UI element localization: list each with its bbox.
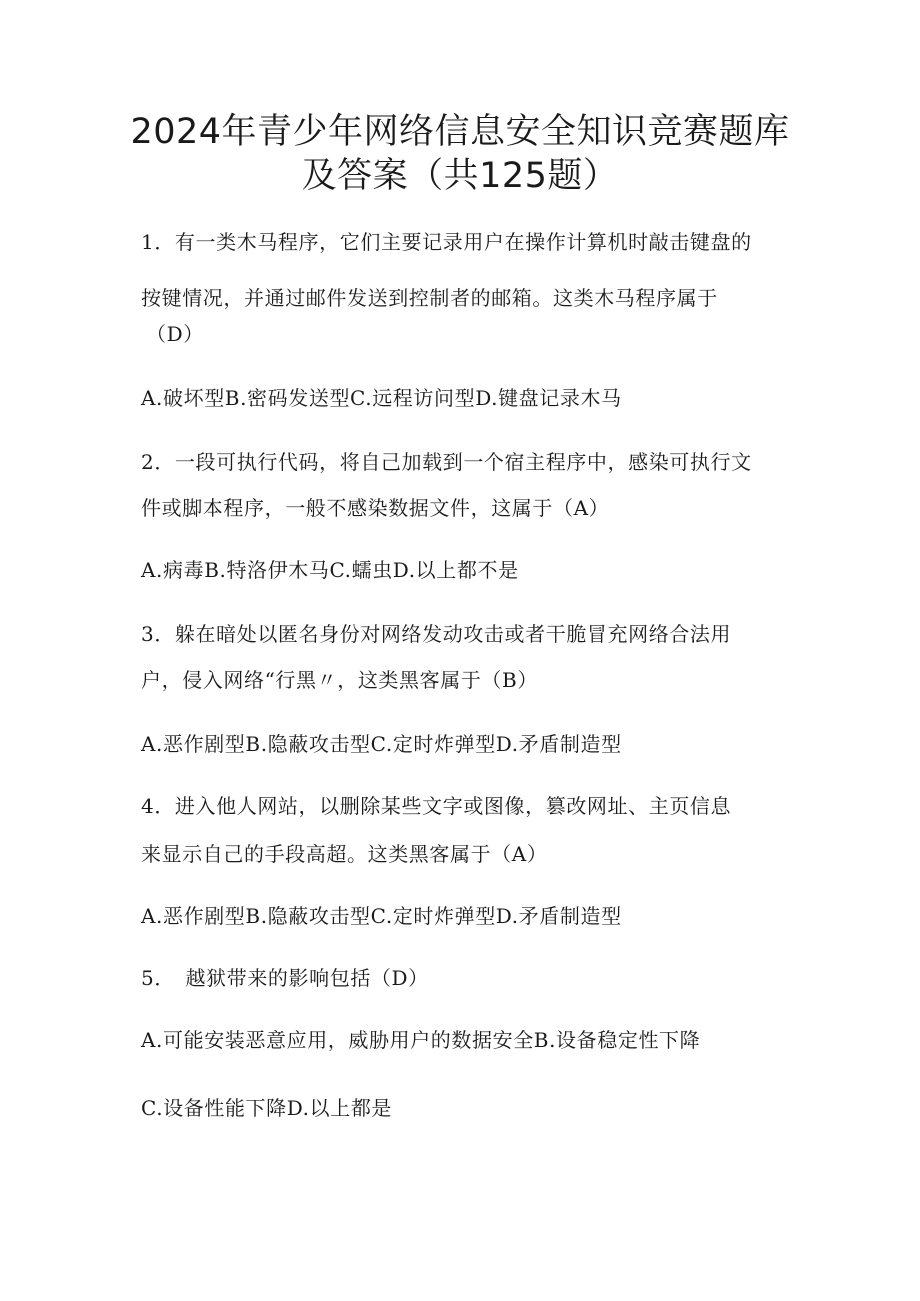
question-5-stem: 5． 越狱带来的影响包括（D） <box>141 966 429 990</box>
question-4-options: A.恶作剧型B.隐蔽攻击型C.定时炸弹型D.矛盾制造型 <box>141 904 622 928</box>
question-1-answer-line: （D） <box>146 322 204 346</box>
question-5-options-line-1: A.可能安装恶意应用，威胁用户的数据安全B.设备稳定性下降 <box>141 1028 701 1052</box>
question-3-stem-line-2: 户，侵入网络“行黑〃，这类黑客属于（B） <box>141 668 538 692</box>
question-1-stem-line-2: 按键情况，并通过邮件发送到控制者的邮箱。这类木马程序属于 <box>141 286 718 310</box>
question-3-stem-line-1: 3．躲在暗处以匿名身份对网络发动攻击或者干脆冒充网络合法用 <box>141 622 732 646</box>
question-5-options-line-2: C.设备性能下降D.以上都是 <box>141 1096 393 1120</box>
question-3-options: A.恶作剧型B.隐蔽攻击型C.定时炸弹型D.矛盾制造型 <box>141 732 622 756</box>
question-2-stem-line-1: 2．一段可执行代码，将自己加载到一个宿主程序中，感染可执行文 <box>141 450 752 474</box>
question-2-stem-line-2: 件或脚本程序，一般不感染数据文件，这属于（A） <box>141 496 610 520</box>
question-1-stem-line-1: 1．有一类木马程序，它们主要记录用户在操作计算机时敲击键盘的 <box>141 230 752 254</box>
document-title-line-2: 及答案（共125题） <box>301 156 619 196</box>
question-4-stem-line-1: 4．进入他人网站，以删除某些文字或图像，篡改网址、主页信息 <box>141 794 732 818</box>
question-1-options: A.破坏型B.密码发送型C.远程访问型D.键盘记录木马 <box>141 386 622 410</box>
question-4-stem-line-2: 来显示自己的手段高超。这类黑客属于（A） <box>141 842 548 866</box>
document-title-line-1: 2024年青少年网络信息安全知识竞赛题库 <box>130 112 790 152</box>
question-2-options: A.病毒B.特洛伊木马C.蠕虫D.以上都不是 <box>141 558 519 582</box>
